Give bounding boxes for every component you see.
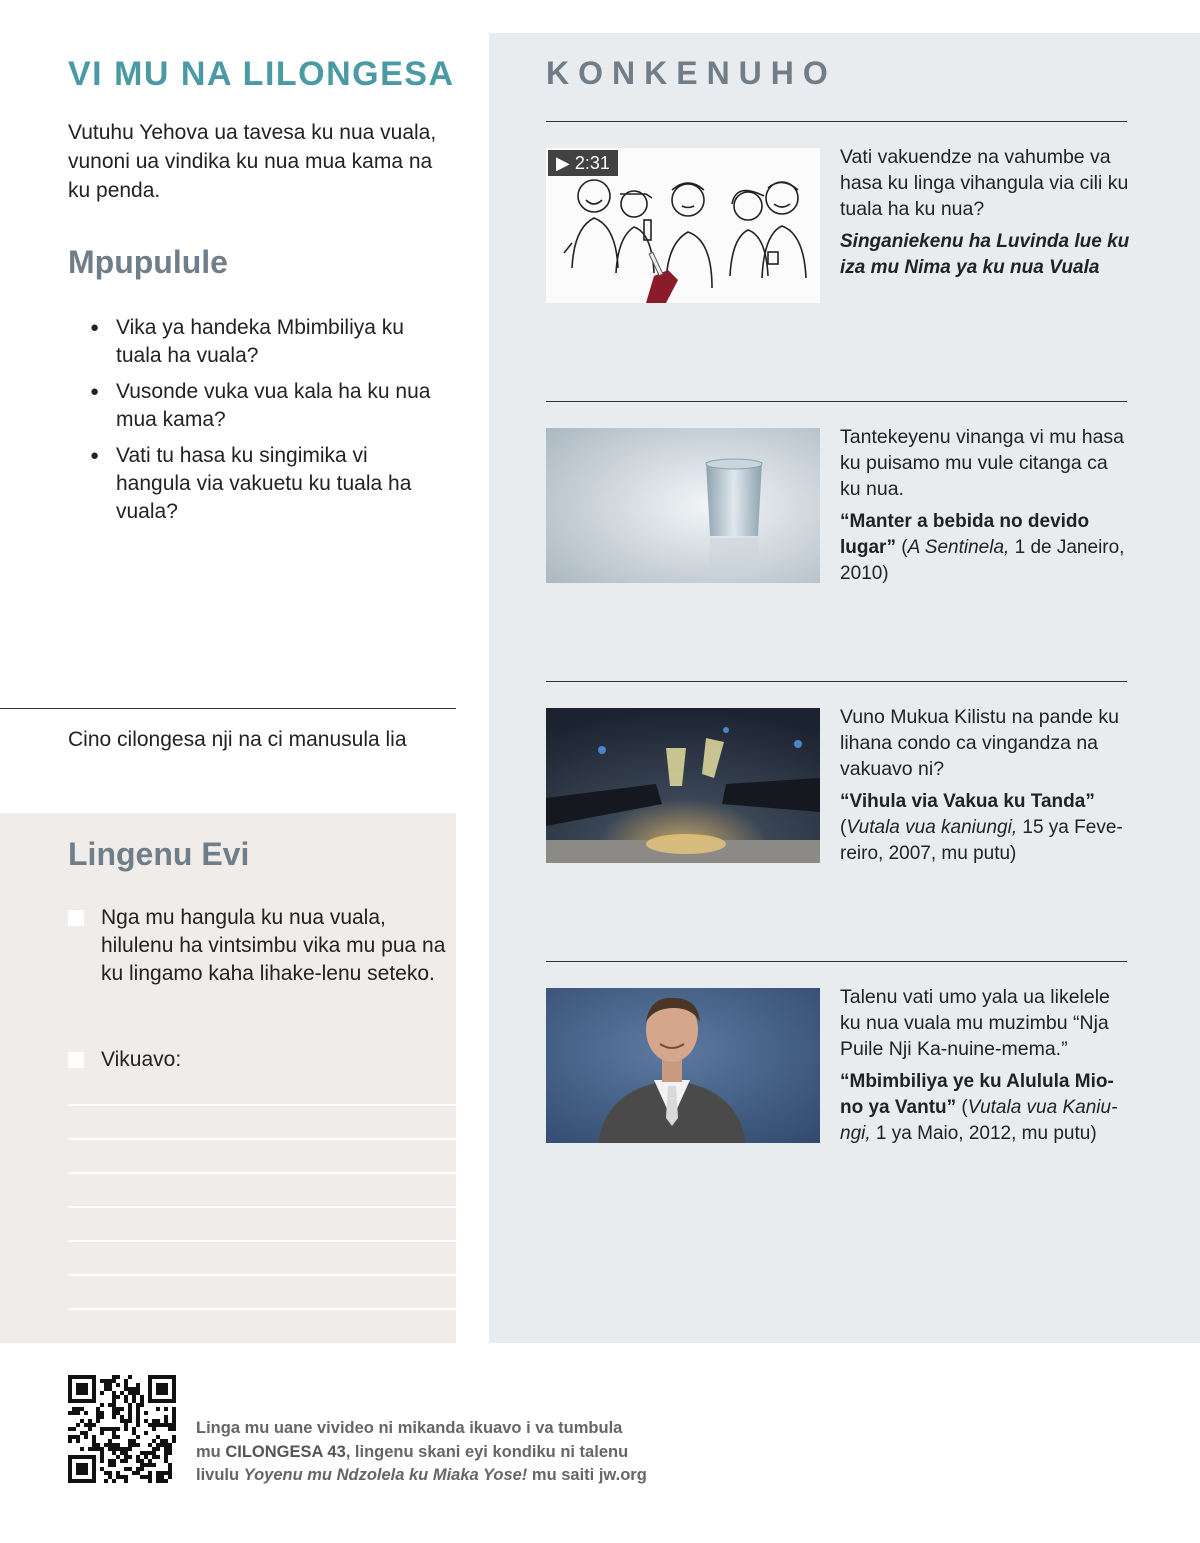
- resource-item: [840, 144, 1130, 281]
- write-line[interactable]: [68, 1104, 456, 1106]
- ref-paren: (: [956, 1097, 968, 1118]
- review-heading: Mpupulule: [68, 244, 228, 280]
- toast-image: [546, 708, 820, 863]
- write-line[interactable]: [68, 1274, 456, 1276]
- play-icon: ▶: [556, 153, 570, 173]
- resource-question: Vati vakuendze na vahumbe va hasa ku linga vihangula via cili ku tuala ha ku nua?: [840, 146, 1129, 220]
- summary-title: VI MU NA LILONGESA: [68, 55, 455, 93]
- ref-paren: (: [840, 817, 847, 838]
- resource-article-ref[interactable]: [840, 789, 1130, 867]
- lesson-number: CILONGESA 43: [225, 1442, 346, 1461]
- write-line[interactable]: [68, 1308, 456, 1310]
- review-question: ● Vati tu hasa ku singimika vi hangula via vakuetu ku tuala ha vuala?: [90, 442, 440, 526]
- qr-code-icon[interactable]: [68, 1375, 176, 1483]
- footer-line: Linga mu uane vivideo ni mikanda ikuavo i va tumbula: [196, 1419, 623, 1437]
- item-divider: [546, 681, 1127, 682]
- publication-date: 1 ya Maio, 2012, mu putu): [870, 1123, 1097, 1144]
- other-goal-label: Vikuavo:: [101, 1048, 182, 1071]
- item-divider: [546, 121, 1127, 122]
- divider: [0, 708, 456, 709]
- goal-checkbox[interactable]: [68, 910, 84, 926]
- publication-name: A Sentinela,: [907, 537, 1010, 558]
- review-question: ● Vika ya handeka Mbimbiliya ku tuala ha vuala?: [90, 314, 440, 370]
- footer-text-part: mu saiti jw.org: [527, 1466, 647, 1484]
- article-title: “Manter a bebida no devido lugar”: [840, 511, 1090, 558]
- publication-date: 1 de Janeiro, 2010): [840, 537, 1125, 584]
- video-duration-badge: [548, 150, 618, 176]
- goal-text: Nga mu hangula ku nua vuala, hilulenu ha vintsimbu vika mu pua na ku lingamo kaha lihake-lenu seteko.: [101, 906, 446, 985]
- summary-text: Vutuhu Yehova ua tavesa ku nua vuala, vunoni ua vindika ku nua mua kama na ku penda.: [68, 121, 437, 202]
- publication-name: Vutala vua Kaniu-ngi,: [840, 1097, 1118, 1144]
- publication-date: 15 ya Feve-reiro, 2007, mu putu): [840, 817, 1123, 864]
- try-this-panel: [0, 813, 456, 1343]
- footer-text-part: , lingenu skani eyi kondiku ni talenu: [345, 1442, 629, 1461]
- write-line[interactable]: [68, 1138, 456, 1140]
- resource-question: Vuno Mukua Kilistu na pande ku lihana condo ca vingandza na vakuavo ni?: [840, 706, 1119, 780]
- item-divider: [546, 961, 1127, 962]
- publication-name: Vutala vua kaniungi,: [846, 817, 1018, 838]
- footer-line: [196, 1441, 716, 1465]
- goal-item: [68, 904, 448, 988]
- write-line[interactable]: [68, 1172, 456, 1174]
- resource-item: [840, 704, 1130, 867]
- video-thumbnail[interactable]: [546, 148, 820, 303]
- resource-item: [840, 984, 1130, 1147]
- footer-note: [196, 1417, 716, 1488]
- resource-item: [840, 424, 1130, 587]
- resource-article-ref[interactable]: [840, 1069, 1130, 1147]
- review-question: ● Vusonde vuka vua kala ha ku nua mua kama?: [90, 378, 440, 434]
- resource-article-ref[interactable]: [840, 509, 1130, 587]
- book-title: Yoyenu mu Ndzolela ku Miaka Yose!: [243, 1466, 528, 1484]
- article-title: “Mbimbiliya ye ku Alulula Mio-no ya Vantu”: [840, 1071, 1114, 1118]
- footer-line: [196, 1464, 716, 1488]
- explore-title: KONKENUHO: [546, 55, 837, 91]
- write-line[interactable]: [68, 1240, 456, 1242]
- footer-text-part: mu: [196, 1442, 226, 1461]
- goal-item: [68, 1046, 448, 1074]
- video-duration: 2:31: [574, 153, 610, 173]
- other-goal-checkbox[interactable]: [68, 1052, 84, 1068]
- resource-question: Talenu vati umo yala ua likelele ku nua vuala mu muzimbu “Nja Puile Nji Ka-nuine-mema.”: [840, 986, 1110, 1060]
- resource-video-title[interactable]: Singaniekenu ha Luvinda lue ku iza mu Nima ya ku nua Vuala: [840, 231, 1130, 278]
- article-title: “Vihula via Vakua ku Tanda”: [840, 791, 1095, 812]
- lesson-completed-line: Cino cilongesa nji na ci manusula lia: [68, 728, 407, 751]
- resource-question: Tantekeyenu vinanga vi mu hasa ku puisamo mu vule citanga ca ku nua.: [840, 426, 1125, 500]
- footer-text-part: livulu: [196, 1466, 244, 1484]
- ref-paren: (: [895, 537, 908, 558]
- item-divider: [546, 401, 1127, 402]
- write-line[interactable]: [68, 1206, 456, 1208]
- man-portrait-image: [546, 988, 820, 1143]
- try-this-heading: Lingenu Evi: [68, 836, 250, 872]
- glass-image: [546, 428, 820, 583]
- review-questions: [90, 314, 440, 534]
